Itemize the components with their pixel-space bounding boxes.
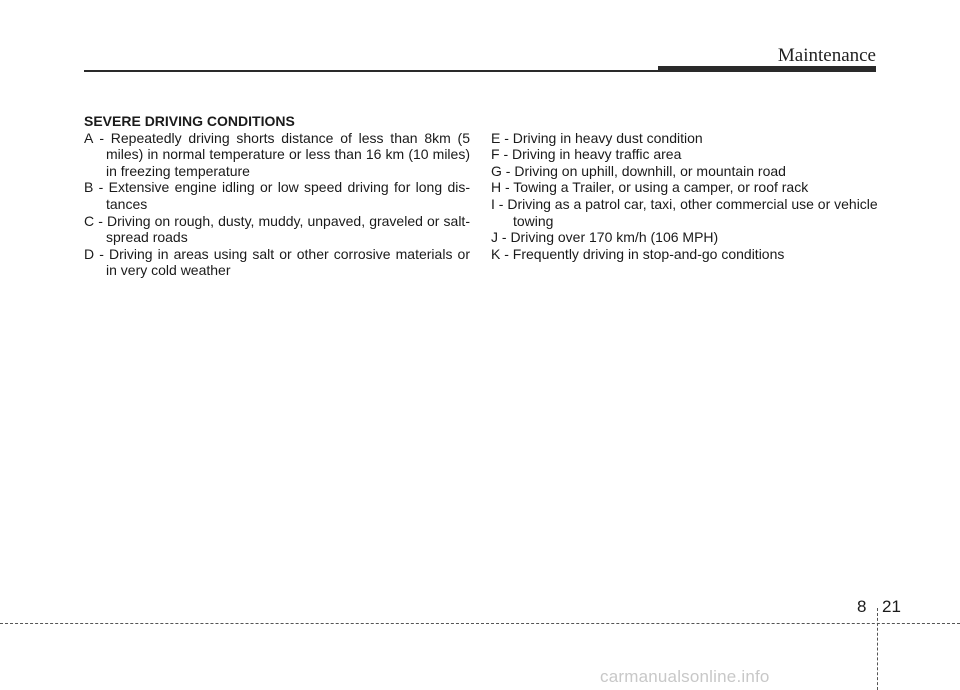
left-column bbox=[84, 113, 470, 279]
condition-item-d: D - Driving in areas using salt or other corrosive materials or in very cold weather bbox=[84, 245, 470, 279]
header-divider bbox=[84, 70, 660, 72]
section-heading: SEVERE DRIVING CONDITIONS bbox=[84, 113, 295, 129]
header-accent-bar bbox=[658, 66, 876, 72]
condition-item-f: F - Driving in heavy traffic area bbox=[491, 146, 682, 163]
watermark: carmanualsonline.info bbox=[600, 667, 770, 686]
condition-item-g: G - Driving on uphill, downhill, or mountain road bbox=[491, 162, 786, 179]
right-column bbox=[491, 113, 879, 262]
footer-vertical-divider bbox=[877, 608, 878, 690]
footer-divider bbox=[0, 623, 960, 624]
condition-item-e: E - Driving in heavy dust condition bbox=[491, 129, 703, 146]
condition-item-j: J - Driving over 170 km/h (106 MPH) bbox=[491, 229, 719, 246]
condition-item-b: B - Extensive engine idling or low speed driving for long dis- tances bbox=[84, 179, 470, 212]
condition-item-k: K - Frequently driving in stop-and-go conditions bbox=[491, 245, 785, 262]
condition-item-a: A - Repeatedly driving shorts distance of less than 8km (5 miles) in normal temperature or less than 16 km (10 miles) in freezing temperature bbox=[84, 129, 470, 179]
page-header-title: Maintenance bbox=[777, 45, 876, 66]
chapter-number: 8 bbox=[857, 597, 867, 616]
condition-item-h: H - Towing a Trailer, or using a camper, or roof rack bbox=[491, 179, 809, 196]
condition-item-c: C - Driving on rough, dusty, muddy, unpaved, graveled or salt- spread roads bbox=[84, 212, 470, 246]
column-spacer bbox=[491, 113, 879, 130]
page-number: 21 bbox=[882, 597, 901, 616]
condition-item-i: I - Driving as a patrol car, taxi, other commercial use or vehicle towing bbox=[491, 195, 878, 229]
